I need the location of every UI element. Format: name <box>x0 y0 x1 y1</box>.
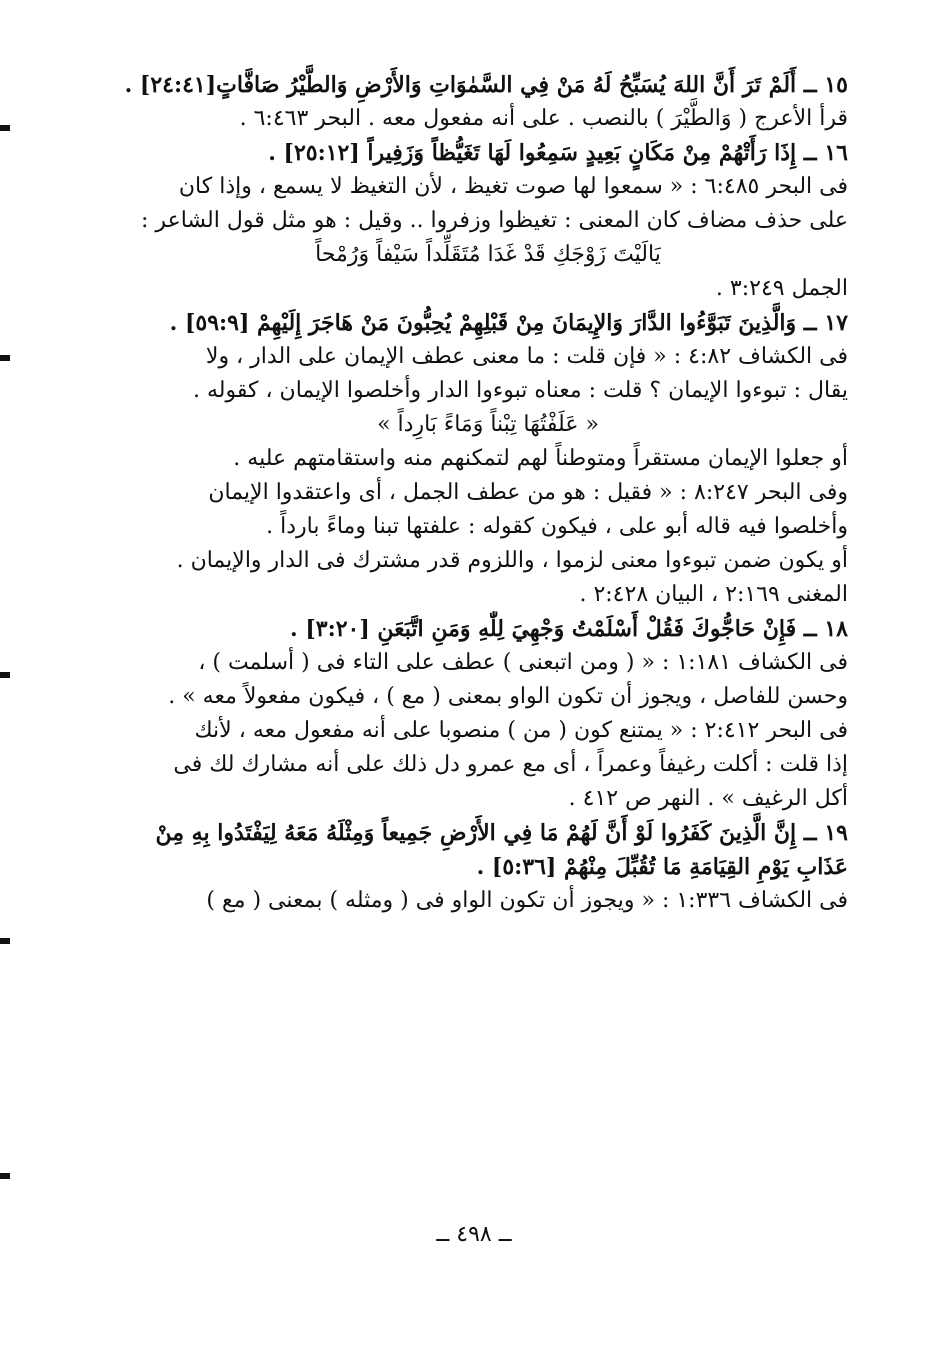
page-number: ــ ٤٩٨ ــ <box>436 1222 512 1247</box>
text-line: إذا قلت : أكلت رغيفاً وعمراً ، أى مع عمرو دل ذلك على أنه مشارك لك فى <box>173 752 848 777</box>
text-line: على حذف مضاف كان المعنى : تغيظوا وزفروا .. وقيل : هو مثل قول الشاعر : <box>141 208 848 233</box>
text-line: يقال : تبوءوا الإيمان ؟ قلت : معناه تبوءوا الدار وأخلصوا الإيمان ، كقوله . <box>193 378 848 403</box>
verse-18: ١٨ ــ فَإِنْ حَاجُّوكَ فَقُلْ أَسْلَمْتُ وَجْهِيَ لِلّٰهِ وَمَنِ اتَّبَعَنِ [٣:٢٠] . <box>290 616 848 642</box>
verse-16: ١٦ ــ إِذَا رَأَتْهُمْ مِنْ مَكَانٍ بَعِيدٍ سَمِعُوا لَهَا تَغَيُّظاً وَزَفِيراً [٢٥:١٢] . <box>268 140 848 166</box>
verse-15: ١٥ ــ أَلَمْ تَرَ أَنَّ اللهَ يُسَبِّحُ لَهُ مَنْ فِي السَّمٰوَاتِ وَالأَرْضِ وَالطَّيْرُ صَافَّاتٍ[٢٤:٤١] . <box>124 72 848 98</box>
text-line: أو جعلوا الإيمان مستقراً ومتوطناً لهم لتمكنهم منه واستقامتهم عليه . <box>233 446 848 471</box>
verse-17: ١٧ ــ وَالَّذِينَ تَبَوَّءُوا الدَّارَ وَالإِيمَانَ مِنْ قَبْلِهِمْ يُحِبُّونَ مَنْ هَاجَرَ إِلَيْهِمْ [٥٩:٩] . <box>169 310 848 336</box>
text-line: أو يكون ضمن تبوءوا معنى لزموا ، واللزوم قدر مشترك فى الدار والإيمان . <box>176 548 848 573</box>
text-line: قرأ الأعرج ( وَالطَّيْرَ ) بالنصب . على أنه مفعول معه . البحر ٦:٤٦٣ . <box>239 106 848 131</box>
text-line: وأخلصوا فيه قاله أبو على ، فيكون كقوله : علفتها تبنا وماءً بارداً . <box>266 514 848 539</box>
text-line: فى البحر ٢:٤١٢ : « يمتنع كون ( من ) منصوبا على أنه مفعول معه ، لأنك <box>194 718 848 743</box>
text-line: فى الكشاف ٤:٨٢ : « فإن قلت : ما معنى عطف الإيمان على الدار ، ولا <box>205 344 848 369</box>
text-line: فى الكشاف ١:٣٣٦ : « ويجوز أن تكون الواو فى ( ومثله ) بمعنى ( مع ) <box>206 888 848 913</box>
margin-mark <box>0 938 10 944</box>
text-line: وفى البحر ٨:٢٤٧ : « فقيل : هو من عطف الجمل ، أى واعتقدوا الإيمان <box>208 480 848 505</box>
text-line: فى البحر ٦:٤٨٥ : « سمعوا لها صوت تغيظ ، لأن التغيظ لا يسمع ، وإذا كان <box>178 174 848 199</box>
page-body <box>124 68 848 918</box>
verse-19-continued: عَذَابِ يَوْمِ القِيَامَةِ مَا تُقُبِّلَ مِنْهُمْ [٥:٣٦] . <box>476 854 848 880</box>
text-line: الجمل ٣:٢٤٩ . <box>715 276 848 301</box>
margin-mark <box>0 1173 10 1179</box>
margin-mark <box>0 125 10 131</box>
poetry-verse: يَالَيْتَ زَوْجَكِ قَدْ غَدَا مُتَقَلِّداً سَيْفاً وَرُمْحاً <box>315 242 661 267</box>
text-line: أكل الرغيف » . النهر ص ٤١٢ . <box>568 786 848 811</box>
text-line: المغنى ٢:١٦٩ ، البيان ٢:٤٢٨ . <box>579 582 848 607</box>
margin-mark <box>0 672 10 678</box>
margin-mark <box>0 355 10 361</box>
text-line: فى الكشاف ١:١٨١ : « ( ومن اتبعنى ) عطف على التاء فى ( أسلمت ) ، <box>198 650 848 675</box>
text-line: وحسن للفاصل ، ويجوز أن تكون الواو بمعنى ( مع ) ، فيكون مفعولاً معه » . <box>168 684 848 709</box>
poetry-quote: « عَلَفْتُهَا تِبْناً وَمَاءً بَارِداً » <box>377 412 599 437</box>
verse-19: ١٩ ــ إِنَّ الَّذِينَ كَفَرُوا لَوْ أَنَّ لَهُمْ مَا فِي الأَرْضِ جَمِيعاً وَمِثْلَهُ مَعَهُ لِيَفْتَدُوا بِهِ مِنْ <box>155 820 848 846</box>
